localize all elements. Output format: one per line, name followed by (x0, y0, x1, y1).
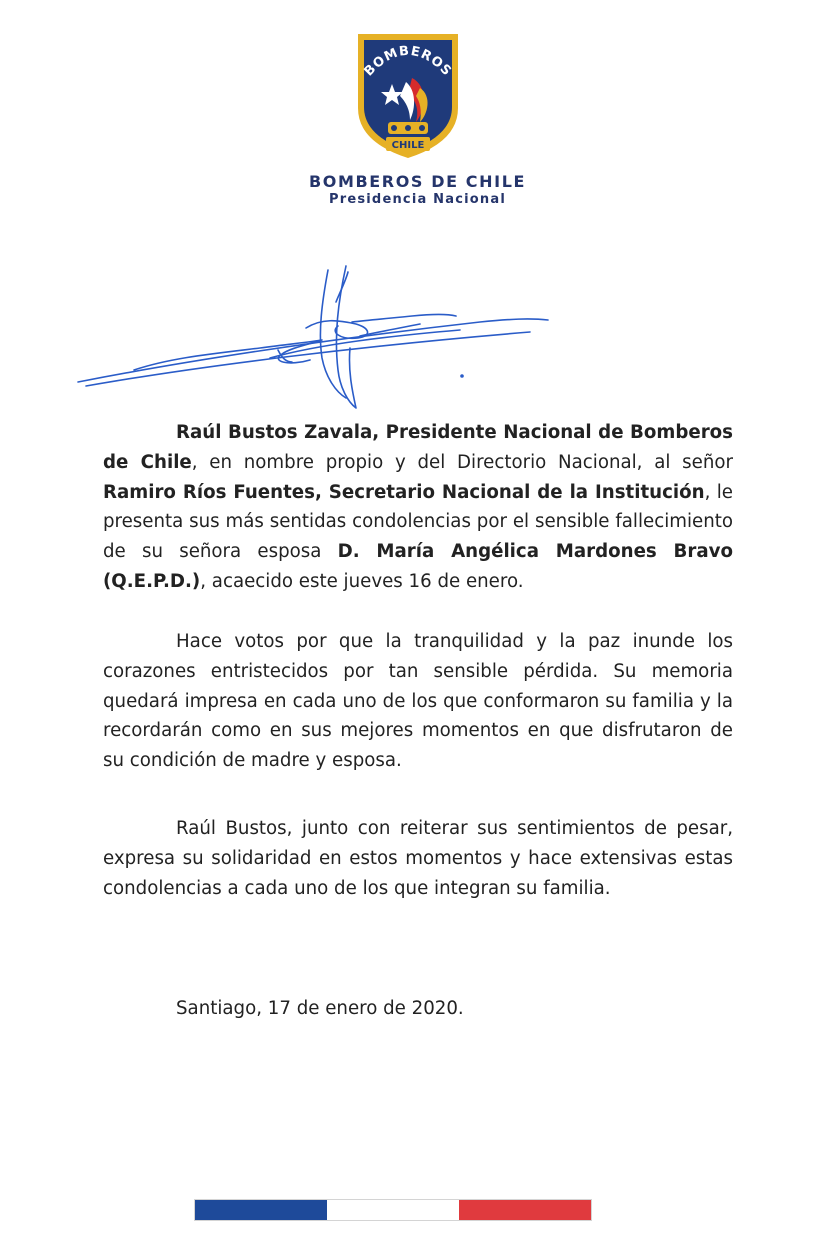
paragraph-condolences: Raúl Bustos Zavala, Presidente Nacional de Bomberos de Chile, en nombre propio y del Directorio Nacional, al señor Ramiro Ríos Fuentes, Secretario Nacional de la Institución, le presenta sus más sentidas condolencias por el sensible fallecimiento de su señora esposa D. María Angélica Mardones Bravo (Q.E.P.D.), acaecido este jueves 16 de enero. (103, 422, 733, 592)
flag-segment-red (459, 1200, 591, 1220)
paragraph-wishes: Hace votos por que la tranquilidad y la paz inunde los corazones entristecidos por tan sensible pérdida. Su memoria quedará impresa en cada uno de los que conformaron su familia y la recordarán como en sus mejores momentos en que disfrutaron de su condición de madre y esposa. (103, 631, 733, 772)
bomberos-logo (350, 30, 466, 160)
sender-name: Raúl Bustos Zavala, Presidente Nacional de Bomberos de Chile (103, 422, 733, 473)
deceased-name: D. María Angélica Mardones Bravo (Q.E.P.D.) (103, 541, 733, 592)
recipient-name: Ramiro Ríos Fuentes, Secretario Nacional de la Institución (103, 481, 705, 503)
paragraph-solidarity: Raúl Bustos, junto con reiterar sus sentimientos de pesar, expresa su solidaridad en estos momentos y hace extensivas estas condolencias a cada uno de los que integran su familia. (103, 818, 733, 899)
flag-color-bar (194, 1199, 592, 1221)
office-name: Presidencia Nacional (328, 192, 507, 207)
logo-base-text: CHILE (391, 140, 425, 151)
handwritten-signature (60, 262, 560, 412)
logo-arc-text: BOMBEROS (361, 43, 455, 80)
org-name: BOMBEROS DE CHILE (308, 172, 527, 191)
flag-segment-blue (195, 1200, 327, 1220)
flag-segment-white (327, 1200, 459, 1220)
place-and-date: Santiago, 17 de enero de 2020. (176, 998, 464, 1019)
